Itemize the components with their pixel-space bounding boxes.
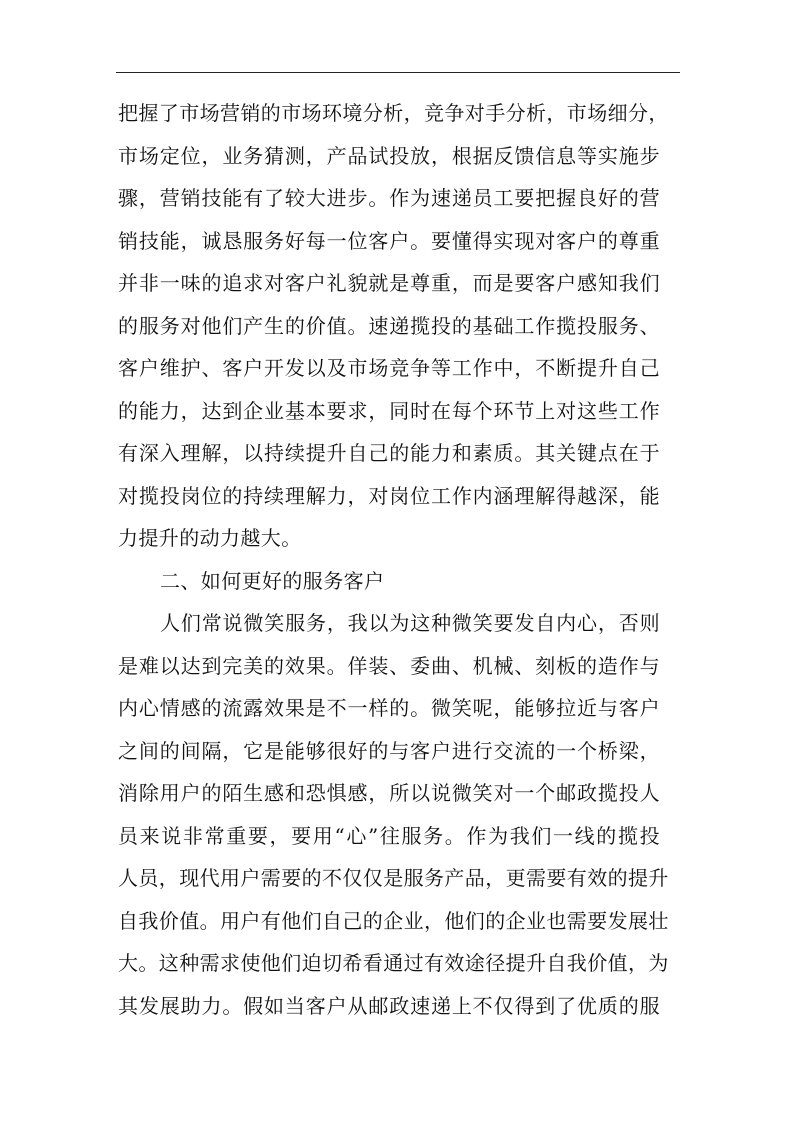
body-text xyxy=(118,92,669,1027)
text-line: 的能力，达到企业基本要求，同时在每个环节上对这些工作 xyxy=(118,398,660,423)
text-line: 骤，营销技能有了较大进步。作为速递员工要把握良好的营 xyxy=(118,186,660,210)
text-line: 员来说非常重要，要用“心”往服务。作为我们一线的揽投 xyxy=(118,823,660,848)
text-line: 客户维护、客户开发以及市场竞争等工作中，不断提升自己 xyxy=(118,356,660,380)
text-line: 是难以达到完美的效果。佯装、委曲、机械、刻板的造作与 xyxy=(118,653,660,678)
header-rule xyxy=(116,72,680,73)
text-line: 并非一味的追求对客户礼貌就是尊重，而是要客户感知我们 xyxy=(118,271,660,295)
text-line: 之间的间隔，它是能够很好的与客户进行交流的一个桥梁， xyxy=(118,738,660,763)
text-line: 自我价值。用户有他们自己的企业，他们的企业也需要发展壮 xyxy=(118,908,669,933)
text-line: 把握了市场营销的市场环境分析，竞争对手分析，市场细分， xyxy=(118,101,669,125)
text-line: 大。这种需求使他们迫切希看通过有效途径提升自我价值，为 xyxy=(118,951,669,975)
text-line: 有深入理解，以持续提升自己的能力和素质。其关键点在于 xyxy=(118,441,660,465)
text-line: 对揽投岗位的持续理解力，对岗位工作内涵理解得越深，能 xyxy=(118,483,660,508)
text-line: 人们常说微笑服务，我以为这种微笑要发自内心，否则 xyxy=(160,611,660,635)
text-line: 人员，现代用户需要的不仅仅是服务产品，更需要有效的提升 xyxy=(118,866,669,890)
text-line: 销技能，诚恳服务好每一位客户。要懂得实现对客户的尊重 xyxy=(118,228,660,253)
text-line: 其发展助力。假如当客户从邮政速递上不仅得到了优质的服 xyxy=(118,993,660,1018)
text-line: 消除用户的陌生感和恐惧感，所以说微笑对一个邮政揽投人 xyxy=(118,781,660,805)
section-heading: 二、如何更好的服务客户 xyxy=(160,568,385,593)
text-line: 力提升的动力越大。 xyxy=(118,526,302,550)
text-line: 的服务对他们产生的价值。速递揽投的基础工作揽投服务、 xyxy=(118,313,660,338)
text-line: 内心情感的流露效果是不一样的。微笑呢，能够拉近与客户 xyxy=(118,696,660,720)
text-line: 市场定位，业务猜测，产品试投放，根据反馈信息等实施步 xyxy=(118,143,660,168)
